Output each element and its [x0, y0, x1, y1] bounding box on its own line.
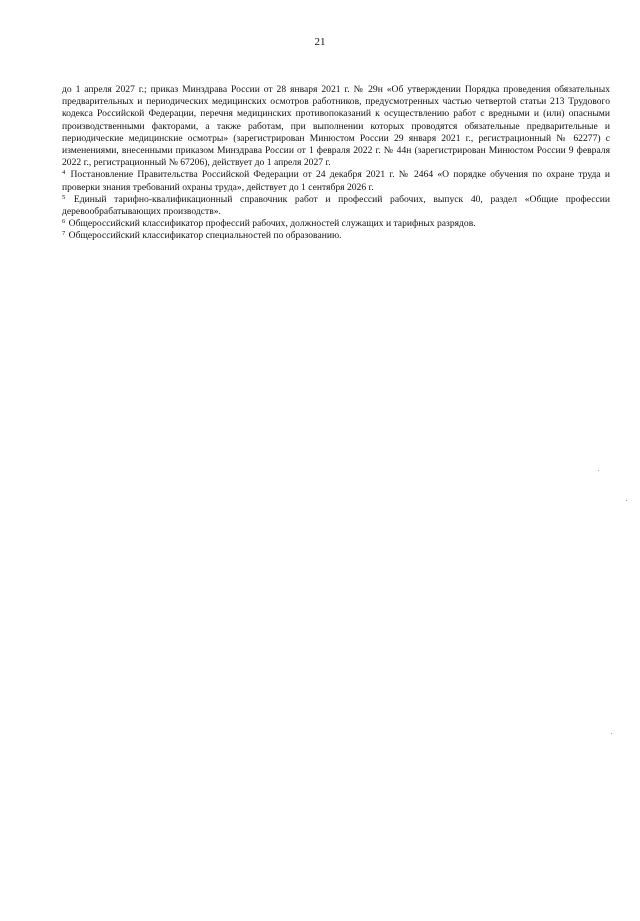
footnotes-block	[62, 84, 610, 243]
footnote-text: Общероссийский классификатор профессий рабочих, должностей служащих и тарифных разрядов.	[68, 218, 476, 230]
footnote-continuation	[62, 84, 610, 169]
footnote-text: до 1 апреля 2027 г.; приказ Минздрава России от 28 января 2021 г. № 29н «Об утверждении Порядка проведения обязательных предварительных и периодических медицинских осмотров работников, предусмотренных частью четвертой статьи 213 Трудового кодекса Российской Федерации, перечня медицинских противопоказаний к осуществлению работ с вредными и (или) опасными производственными факторами, а также работам, при выполнении которых проводятся обязательные предварительные и периодические медицинские осмотры» (зарегистрирован Минюстом России 29 января 2021 г., регистрационный № 62277) с изменениями, внесенными приказом Минздрава России от 1 февраля 2022 г. № 44н (зарегистрирован Минюстом России 9 февраля 2022 г., регистрационный № 67206), действует до 1 апреля 2027 г.	[62, 84, 610, 169]
footnote-mark: 4	[62, 169, 66, 177]
footnote-4	[62, 169, 610, 193]
footnote-text: Постановление Правительства Российской Федерации от 24 декабря 2021 г. № 2464 «О порядке обучения по охране труда и проверки знания требований охраны труда», действует до 1 сентября 2026 г.	[62, 169, 610, 193]
footnote-7	[62, 230, 610, 242]
scan-speck	[598, 470, 599, 471]
page-number: 21	[314, 36, 326, 48]
footnote-text: Единый тарифно-квалификационный справочник работ и профессий рабочих, выпуск 40, раздел «Общие профессии деревообрабатывающих производств».	[62, 193, 610, 218]
scan-speck	[626, 500, 627, 501]
footnote-text: Общероссийский классификатор специальностей по образованию.	[68, 230, 342, 242]
footnote-mark: 6	[62, 218, 66, 226]
footnote-mark: 7	[62, 230, 66, 238]
footnote-5	[62, 194, 610, 218]
footnote-6	[62, 218, 610, 230]
footnote-mark: 5	[62, 193, 66, 201]
scan-speck	[611, 733, 612, 734]
